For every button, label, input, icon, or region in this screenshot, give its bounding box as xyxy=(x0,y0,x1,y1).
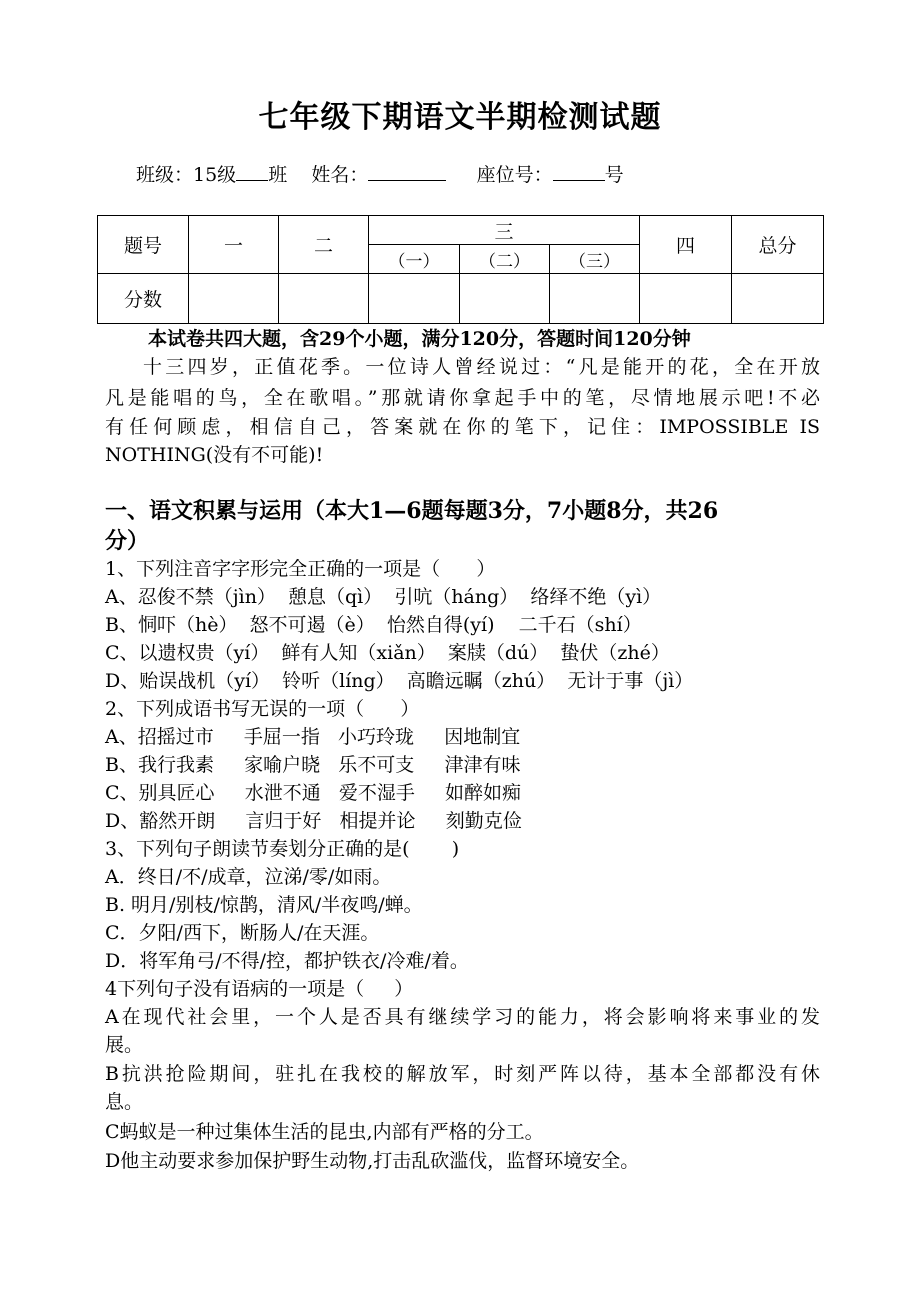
score-cell xyxy=(550,274,640,324)
q4-option-b: B抗洪抢险期间，驻扎在我校的解放军，时刻严阵以待，基本全部都没有休 xyxy=(105,1063,820,1085)
q1-option-a: A、忍俊不禁（jìn） 憩息（qì） 引吭（háng） 络绎不绝（yì） xyxy=(105,586,662,608)
header-part-1: 一 xyxy=(189,216,279,274)
q1-option-c: C、以遗权贵（yí） 鲜有人知（xiǎn） 案牍（dú） 蛰伏（zhé） xyxy=(105,642,670,664)
name-blank xyxy=(368,162,446,181)
q2-option-a: A、招摇过市 手屈一指 小巧玲珑 因地制宜 xyxy=(105,726,521,748)
header-part-2: 二 xyxy=(279,216,369,274)
q3-option-a: A．终日/不/成章，泣涕/零/如雨。 xyxy=(105,866,392,888)
q4-option-d: D他主动要求参加保护野生动物,打击乱砍滥伐，监督环境安全。 xyxy=(105,1150,640,1172)
header-part-4: 四 xyxy=(640,216,732,274)
seat-label: 座位号： xyxy=(476,164,553,186)
q2-option-b: B、我行我素 家喻户晓 乐不可支 津津有味 xyxy=(105,754,521,776)
intro-line-1: 十三四岁，正值花季。一位诗人曾经说过：“凡是能开的花，全在开放 xyxy=(143,356,820,378)
q4-option-b-cont: 息。 xyxy=(105,1091,144,1113)
class-suffix: 班 xyxy=(268,164,288,186)
q4-stem: 4下列句子没有语病的一项是（ ） xyxy=(105,978,414,1000)
section-1-title-cont: 分） xyxy=(105,528,150,554)
q1-option-d: D、贻误战机（yí） 铃听（líng） 高瞻远瞩（zhú） 无计于事（jì） xyxy=(105,670,694,692)
q3-option-b: B. 明月/别枝/惊鹊，清风/半夜鸣/蝉。 xyxy=(105,894,423,916)
score-cell xyxy=(460,274,550,324)
seat-suffix: 号 xyxy=(604,164,624,186)
q3-option-d: D．将军角弓/不得/控，都护铁衣/冷难/着。 xyxy=(105,950,469,972)
q4-option-c: C蚂蚁是一种过集体生活的昆虫,内部有严格的分工。 xyxy=(105,1121,544,1143)
class-label: 班级：15级 xyxy=(136,164,237,186)
row-label-fenshu: 分数 xyxy=(98,274,189,324)
score-cell xyxy=(189,274,279,324)
section-1-title: 一、语文积累与运用（本大1—6题每题3分，7小题8分，共26 xyxy=(105,498,719,524)
score-cell xyxy=(369,274,460,324)
student-info-line xyxy=(136,160,624,187)
score-table xyxy=(97,215,824,324)
q1-option-b: B、恫吓（hè） 怒不可遏（è） 怡然自得(yí) 二千石（shí） xyxy=(105,614,642,636)
score-cell xyxy=(640,274,732,324)
header-part-3c: （三） xyxy=(550,245,640,274)
q2-stem: 2、下列成语书写无误的一项（ ） xyxy=(105,698,420,720)
q2-option-d: D、豁然开朗 言归于好 相提并论 刻勤克俭 xyxy=(105,810,522,832)
class-blank xyxy=(236,162,268,181)
q4-option-a: A在现代社会里，一个人是否具有继续学习的能力，将会影响将来事业的发 xyxy=(105,1006,820,1028)
exam-title: 七年级下期语文半期检测试题 xyxy=(258,100,662,135)
exam-notice: 本试卷共四大题，含29个小题，满分120分，答题时间120分钟 xyxy=(148,328,691,350)
q1-stem: 1、下列注音字字形完全正确的一项是（ ） xyxy=(105,558,496,580)
intro-line-4: NOTHING(没有不可能)! xyxy=(105,444,324,466)
q3-stem: 3、下列句子朗读节奏划分正确的是( ) xyxy=(105,838,460,860)
header-total: 总分 xyxy=(732,216,824,274)
score-cell xyxy=(279,274,369,324)
q2-option-c: C、别具匠心 水泄不通 爱不湿手 如醉如痴 xyxy=(105,782,522,804)
header-part-3a: （一） xyxy=(369,245,460,274)
q4-option-a-cont: 展。 xyxy=(105,1034,144,1056)
q3-option-c: C．夕阳/西下，断肠人/在天涯。 xyxy=(105,922,380,944)
header-part-3: 三 xyxy=(369,216,640,245)
score-cell xyxy=(732,274,824,324)
header-tihao: 题号 xyxy=(98,216,189,274)
intro-line-3: 有任何顾虑，相信自己，答案就在你的笔下，记住：IMPOSSIBLE IS xyxy=(105,416,820,438)
header-part-3b: （二） xyxy=(460,245,550,274)
name-label: 姓名： xyxy=(311,164,369,186)
intro-line-2: 凡是能唱的鸟，全在歌唱。”那就请你拿起手中的笔，尽情地展示吧!不必 xyxy=(105,387,820,409)
seat-blank xyxy=(553,162,605,181)
